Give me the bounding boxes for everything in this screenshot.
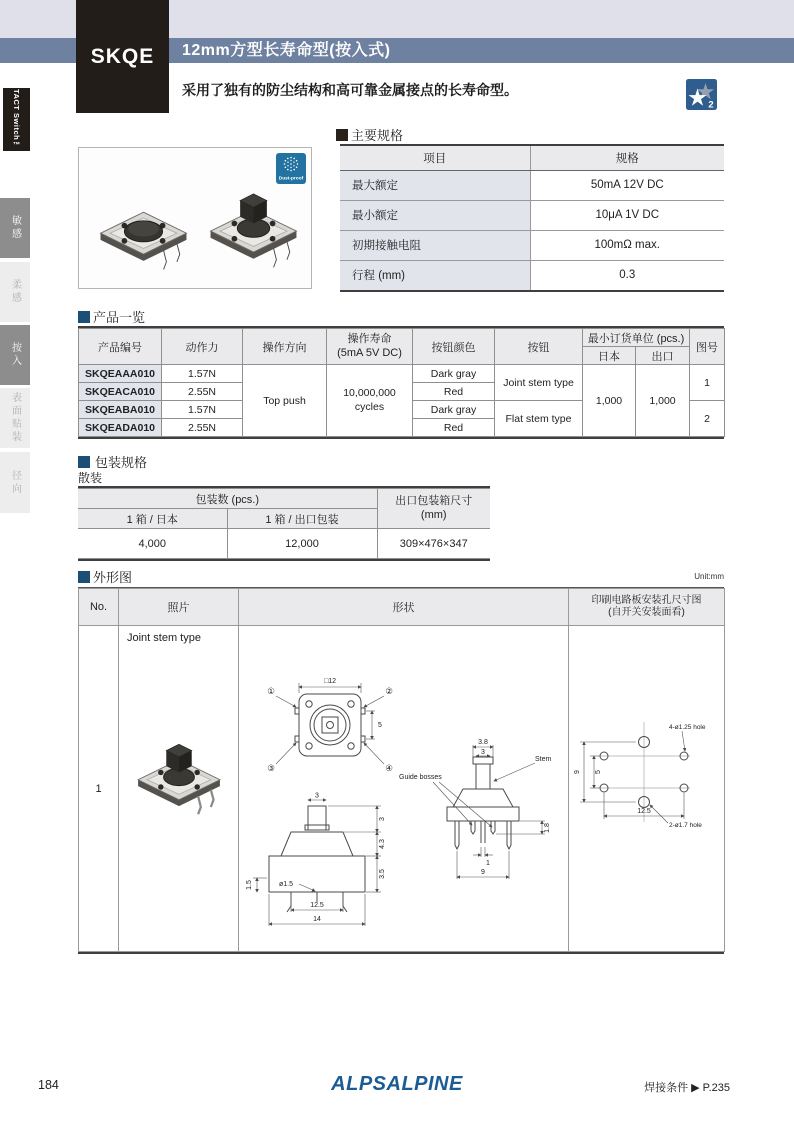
packaging-row — [78, 529, 490, 559]
operating-life: 10,000,000 cycles — [327, 365, 413, 437]
sidebar-tab-radial: 径向 — [0, 452, 30, 513]
svg-text:Guide bosses: Guide bosses — [399, 774, 442, 781]
specs-section-title: 主要规格 — [336, 125, 403, 144]
svg-text:3: 3 — [379, 817, 386, 821]
dust-proof-badge — [276, 153, 306, 184]
specs-row: 初期接触电阻 100mΩ max. — [340, 230, 724, 260]
specs-row: 最大额定 50mA 12V DC — [340, 170, 724, 200]
col-packaging-qty: 包装数 (pcs.) — [78, 489, 377, 509]
part-number: SKQEABA010 — [79, 401, 162, 419]
outline-row — [79, 626, 725, 952]
svg-text:3: 3 — [315, 792, 319, 800]
svg-text:1.5: 1.5 — [246, 880, 253, 890]
section-marker-icon — [78, 311, 90, 323]
col-moq: 最小订货单位 (pcs.) — [583, 329, 690, 347]
products-table-wrap — [78, 326, 724, 439]
col-button: 按钮 — [495, 329, 583, 365]
product-row: SKQEABA010 1.57N Dark gray Flat stem type 2 — [79, 401, 725, 419]
brand-logo-text: ALPSALPINE — [331, 1073, 463, 1095]
specs-header-row — [340, 146, 724, 170]
packaging-table-wrap — [78, 486, 490, 561]
svg-text:9: 9 — [481, 869, 485, 876]
box-size: 309×476×347 — [377, 529, 490, 559]
product-photo-joint-stem — [201, 186, 306, 286]
outline-photo-label: Joint stem type — [127, 632, 201, 644]
svg-text:5: 5 — [595, 770, 602, 774]
specs-table-wrap — [340, 144, 724, 292]
outline-row-number: 1 — [79, 626, 119, 952]
moq-japan: 1,000 — [583, 365, 636, 437]
svg-text:3.8: 3.8 — [478, 739, 488, 746]
sidebar-tab-soft-feel: 柔感 — [0, 262, 30, 322]
brand-logo — [300, 1070, 494, 1101]
specs-col-spec: 规格 — [530, 146, 724, 170]
qty-export: 12,000 — [227, 529, 377, 559]
svg-text:14: 14 — [313, 916, 321, 923]
svg-text:12.5: 12.5 — [637, 808, 651, 815]
products-section-title: 产品一览 — [78, 307, 145, 326]
unit-note: Unit:mm — [694, 572, 724, 581]
section-marker-icon — [336, 129, 348, 141]
svg-text:9: 9 — [574, 770, 581, 774]
outline-section-title: 外形图 — [78, 567, 132, 586]
qty-japan: 4,000 — [78, 529, 227, 559]
front-view-drawing — [246, 793, 386, 927]
star-rating-badge — [686, 79, 717, 110]
specs-col-item: 项目 — [340, 146, 530, 170]
page-number: 184 — [38, 1078, 59, 1092]
col-box-japan: 1 箱 / 日本 — [78, 509, 227, 529]
figure-number: 2 — [690, 401, 725, 437]
dust-proof-icon — [276, 153, 306, 184]
packaging-subtitle: 散装 — [78, 471, 103, 485]
col-photo: 照片 — [119, 589, 239, 626]
sidebar-tab-push-in: 按入 — [0, 325, 30, 385]
packaging-header-row — [78, 489, 490, 509]
stem-type: Joint stem type — [495, 365, 583, 401]
sidebar-tab-push-feel: 敏感 — [0, 198, 30, 258]
col-button-color: 按钮颜色 — [413, 329, 495, 365]
product-photo-flat-stem — [91, 193, 196, 288]
col-moq-export: 出口 — [636, 347, 690, 365]
svg-text:④: ④ — [385, 763, 393, 773]
col-operating-direction: 操作方向 — [243, 329, 327, 365]
specs-row: 行程 (mm) 0.3 — [340, 260, 724, 290]
model-code: SKQE — [90, 44, 155, 68]
svg-text:1.8: 1.8 — [544, 823, 551, 833]
product-row: SKQEACA010 2.55N Red — [79, 383, 725, 401]
side-view-drawing — [399, 739, 552, 879]
stem-type: Flat stem type — [495, 401, 583, 437]
part-number: SKQEAAA010 — [79, 365, 162, 383]
moq-export: 1,000 — [636, 365, 690, 437]
svg-text:3: 3 — [481, 749, 485, 756]
svg-text:4.3: 4.3 — [379, 839, 386, 849]
outline-shape-cell — [239, 626, 569, 952]
svg-text:12.5: 12.5 — [310, 902, 324, 909]
svg-text:③: ③ — [267, 763, 275, 773]
outline-pcb-cell — [569, 626, 725, 952]
specs-table — [340, 146, 724, 290]
outline-photo — [129, 736, 229, 831]
products-header-row — [79, 329, 725, 347]
col-figure: 图号 — [690, 329, 725, 365]
soldering-reference: 焊接条件 ▶ P.235 — [644, 1082, 730, 1094]
part-number: SKQEACA010 — [79, 383, 162, 401]
product-row: SKQEADA010 2.55N Red — [79, 419, 725, 437]
page-title: 12mm方型长寿命型(按入式) — [182, 42, 391, 59]
svg-text:3.5: 3.5 — [379, 869, 386, 879]
svg-text:②: ② — [385, 686, 393, 696]
dust-proof-label: Dust-proof — [278, 176, 304, 182]
star-count: 2 — [708, 99, 714, 110]
star-rating-icon — [686, 79, 717, 110]
svg-text:ø1.5: ø1.5 — [279, 881, 294, 888]
packaging-table — [78, 488, 490, 559]
product-row: SKQEAAA010 1.57N Top push 10,000,000 cycles Dark gray Joint stem type 1,000 1,000 1 — [79, 365, 725, 383]
svg-text:5: 5 — [378, 722, 382, 729]
outline-table-wrap — [78, 587, 724, 954]
figure-number: 1 — [690, 365, 725, 401]
operating-direction: Top push — [243, 365, 327, 437]
packaging-section-title: 包装规格 — [78, 452, 147, 471]
shape-drawing — [239, 644, 569, 949]
outline-table — [78, 588, 725, 952]
col-operating-life: 操作寿命 (5mA 5V DC) — [327, 329, 413, 365]
product-photo-box — [78, 147, 312, 289]
col-box-export: 1 箱 / 出口包装 — [227, 509, 377, 529]
svg-text:①: ① — [267, 686, 275, 696]
sidebar-series-label: TACT Switch™ — [3, 88, 30, 151]
col-part-number: 产品编号 — [79, 329, 162, 365]
pcb-hole-drawing — [572, 716, 722, 831]
page-subtitle: 采用了独有的防尘结构和高可靠金属接点的长寿命型。 — [182, 82, 518, 98]
col-pcb-layout: 印刷电路板安装孔尺寸图 (自开关安装面看) — [569, 589, 725, 626]
outline-photo-cell — [119, 626, 239, 952]
svg-text:2-ø1.7 hole: 2-ø1.7 hole — [669, 822, 702, 829]
part-number: SKQEADA010 — [79, 419, 162, 437]
section-marker-icon — [78, 571, 90, 583]
specs-row: 最小额定 10μA 1V DC — [340, 200, 724, 230]
products-table — [78, 328, 725, 437]
section-marker-icon — [78, 456, 90, 468]
outline-header-row — [79, 589, 725, 626]
svg-text:□12: □12 — [323, 678, 337, 685]
col-no: No. — [79, 589, 119, 626]
svg-text:Stem: Stem — [535, 756, 552, 763]
col-moq-japan: 日本 — [583, 347, 636, 365]
col-export-box-size: 出口包装箱尺寸 (mm) — [377, 489, 490, 529]
svg-text:4-ø1.25 hole: 4-ø1.25 hole — [669, 724, 706, 731]
model-code-box — [76, 0, 169, 113]
col-shape: 形状 — [239, 589, 569, 626]
sidebar-tab-smt: 表面贴装 — [0, 388, 30, 448]
top-view-drawing — [267, 678, 393, 773]
svg-text:1: 1 — [486, 860, 490, 867]
col-operating-force: 动作力 — [162, 329, 243, 365]
